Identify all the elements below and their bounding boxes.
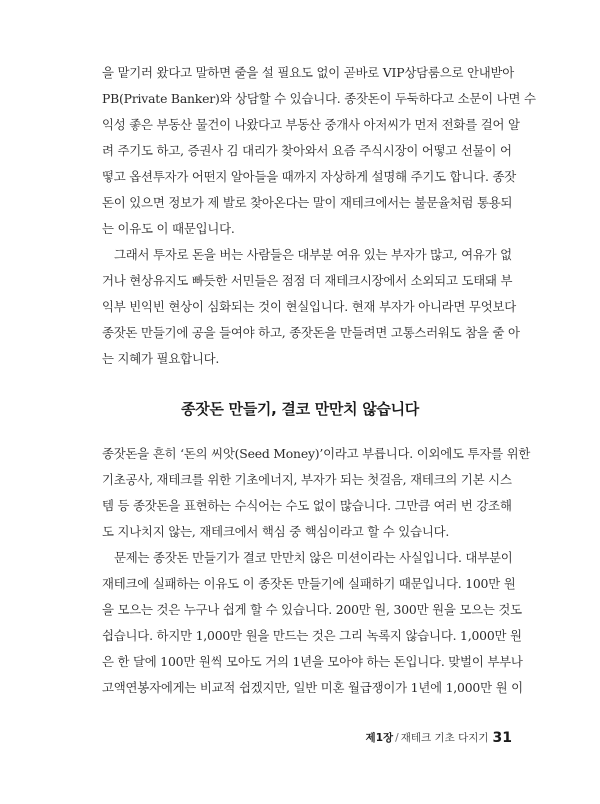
chapter-title: 재테크 기초 다지기 (400, 732, 489, 744)
text-line: 쉽습니다. 하지만 1,000만 원을 만드는 것은 그리 녹록지 않습니다. 1,000만 원 (102, 628, 522, 643)
text-line: 은 한 달에 100만 원씩 모아도 거의 1년을 모아야 하는 돈입니다. 맞벌이 부부나 (102, 654, 523, 669)
text-line: 템 등 종잣돈을 표현하는 수식어는 수도 없이 많습니다. 그만큼 여러 번 강조해 (102, 498, 512, 513)
text-line: 거나 현상유지도 빠듯한 서민들은 점점 더 재테크시장에서 소외되고 도태돼 부 (102, 273, 513, 288)
page-footer (366, 730, 512, 746)
text-line: 문제는 종잣돈 만들기가 결코 만만치 않은 미션이라는 사실입니다. 대부분이 (114, 550, 513, 565)
text-line: 재테크에 실패하는 이유도 이 종잣돈 만들기에 실패하기 때문입니다. 100만 원 (102, 576, 516, 591)
text-line: 도 지나치지 않는, 재테크에서 핵심 중 핵심이라고 할 수 있습니다. (102, 524, 450, 539)
text-line: 기초공사, 재테크를 위한 기초에너지, 부자가 되는 첫걸음, 재테크의 기본 시스 (102, 472, 512, 487)
page-number: 31 (492, 730, 512, 746)
footer-separator: / (395, 732, 399, 744)
chapter-label: 제1장 (365, 732, 394, 744)
text-line: 고액연봉자에게는 비교적 쉽겠지만, 일반 미혼 월급쟁이가 1년에 1,000만 원 이 (102, 680, 523, 695)
text-line: 려 주기도 하고, 증권사 김 대리가 찾아와서 요즘 주식시장이 어떻고 선물이 어 (102, 143, 512, 158)
text-line: 는 지혜가 필요합니다. (102, 351, 220, 366)
section-heading: 종잣돈 만들기, 결코 만만치 않습니다 (181, 400, 419, 418)
text-line: 을 모으는 것은 누구나 쉽게 할 수 있습니다. 200만 원, 300만 원을 모으는 것도 (102, 602, 522, 617)
text-line: 돈이 있으면 정보가 제 발로 찾아온다는 말이 재테크에서는 불문율처럼 통용되 (102, 195, 513, 210)
text-line: 종잣돈을 흔히 ‘돈의 씨앗(Seed Money)’이라고 부릅니다. 이외에도 투자를 위한 (102, 446, 531, 461)
text-line: 익부 빈익빈 현상이 심화되는 것이 현실입니다. 현재 부자가 아니라면 무엇보다 (102, 299, 517, 314)
text-line: 을 맡기러 왔다고 말하면 줄을 설 필요도 없이 곧바로 VIP상담룸으로 안내받아 (102, 65, 515, 80)
text-line: 종잣돈 만들기에 공을 들여야 하고, 종잣돈을 만들려면 고통스러워도 참을 줄 아 (102, 325, 520, 340)
text-line: 그래서 투자로 돈을 버는 사람들은 대부분 여유 있는 부자가 많고, 여유가 없 (114, 247, 512, 262)
text-line: PB(Private Banker)와 상담할 수 있습니다. 종잣돈이 두둑하다고 소문이 나면 수 (102, 91, 536, 106)
text-line: 떻고 옵션투자가 어떤지 알아들을 때까지 자상하게 설명해 주기도 합니다. 종잣 (102, 169, 517, 184)
text-line: 는 이유도 이 때문입니다. (102, 221, 235, 236)
text-line: 익성 좋은 부동산 물건이 나왔다고 부동산 중개사 아저씨가 먼저 전화를 걸어 알 (102, 117, 520, 132)
